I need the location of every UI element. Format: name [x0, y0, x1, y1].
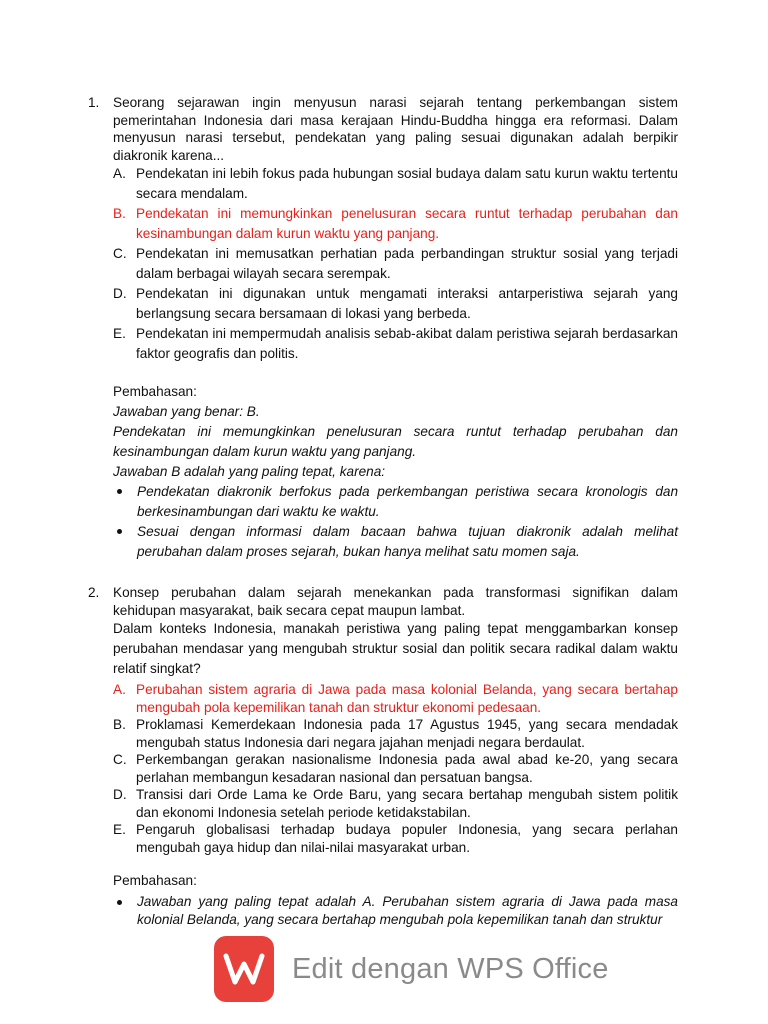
bullet-icon	[117, 529, 122, 534]
option-a: A. Pendekatan ini lebih fokus pada hubungan sosial budaya dalam satu kurun waktu tertentu secara mendalam.	[113, 166, 678, 201]
option-list	[88, 681, 678, 856]
option-c: C. Perkembangan gerakan nasionalisme Indonesia pada awal abad ke-20, yang secara perlahan membangun kesadaran nasional dan persatuan bangsa.	[113, 752, 678, 785]
option-d: D. Pendekatan ini digunakan untuk mengamati interaksi antarperistiwa sejarah yang berlangsung secara bersamaan di lokasi yang berbeda.	[113, 286, 678, 321]
discussion-title: Pembahasan:	[113, 384, 197, 399]
option-d: D. Transisi dari Orde Lama ke Orde Baru, yang secara bertahap mengubah sistem politik dan ekonomi Indonesia setelah periode ketidakstabilan.	[113, 787, 678, 820]
option-b-correct: B. Pendekatan ini memungkinkan penelusuran secara runtut terhadap perubahan dan kesinambungan dalam kurun waktu yang panjang.	[113, 206, 678, 241]
bullet-icon	[117, 489, 122, 494]
watermark-text[interactable]: Edit dengan WPS Office	[292, 952, 609, 985]
question-number: 1.	[88, 95, 100, 110]
discussion-2	[113, 872, 678, 929]
option-a-correct: A. Perubahan sistem agraria di Jawa pada masa kolonial Belanda, yang secara bertahap mengubah pola kepemilikan tanah dan struktur ekonomi pedesaan.	[113, 682, 678, 715]
wps-watermark[interactable]	[214, 936, 609, 1002]
correct-answer: Jawaban yang benar: B.	[113, 404, 260, 419]
discussion-title: Pembahasan:	[113, 873, 197, 888]
reason-bullet: Jawaban yang paling tepat adalah A. Perubahan sistem agraria di Jawa pada masa kolonial Belanda, yang secara bertahap mengubah pola kepemilikan tanah dan struktur	[113, 893, 678, 929]
question-1	[88, 94, 678, 364]
reason-bullet: Pendekatan diakronik berfokus pada perkembangan peristiwa secara kronologis dan berkesinambungan dari waktu ke waktu.	[113, 482, 678, 522]
wps-logo-icon[interactable]	[214, 936, 274, 1002]
question-number: 2.	[88, 585, 100, 600]
reason-bullet: Sesuai dengan informasi dalam bacaan bahwa tujuan diakronik adalah melihat perubahan dalam proses sejarah, bukan hanya melihat satu momen saja.	[113, 522, 678, 562]
option-list	[88, 164, 678, 364]
option-e: E. Pendekatan ini mempermudah analisis sebab-akibat dalam peristiwa sejarah berdasarkan faktor geografis dan politis.	[113, 326, 678, 361]
bullet-icon	[117, 900, 122, 905]
discussion-1	[113, 382, 678, 562]
question-text: Seorang sejarawan ingin menyusun narasi sejarah tentang perkembangan sistem pemerintahan Indonesia dari masa kerajaan Hindu-Buddha hingga era reformasi. Dalam menyusun narasi tersebut, pendekatan yang paling sesuai digunakan adalah berpikir diakronik karena...	[113, 95, 678, 163]
question-2	[88, 584, 678, 856]
reason-intro: Jawaban B adalah yang paling tepat, karena:	[113, 464, 386, 479]
question-text-2: Dalam konteks Indonesia, manakah peristiwa yang paling tepat menggambarkan konsep perubahan mendasar yang mengubah struktur sosial dan politik secara radikal dalam waktu relatif singkat?	[113, 621, 678, 676]
answer-restatement: Pendekatan ini memungkinkan penelusuran secara runtut terhadap perubahan dan kesinambungan dalam kurun waktu yang panjang.	[113, 424, 678, 459]
option-e: E. Pengaruh globalisasi terhadap budaya populer Indonesia, yang secara perlahan mengubah gaya hidup dan nilai-nilai masyarakat urban.	[113, 822, 678, 855]
question-text-1: Konsep perubahan dalam sejarah menekankan pada transformasi signifikan dalam kehidupan masyarakat, baik secara cepat maupun lambat.	[113, 585, 678, 618]
option-b: B. Proklamasi Kemerdekaan Indonesia pada 17 Agustus 1945, yang secara mendadak mengubah status Indonesia dari negara jajahan menjadi negara berdaulat.	[113, 717, 678, 750]
option-c: C. Pendekatan ini memusatkan perhatian pada perbandingan struktur sosial yang terjadi dalam berbagai wilayah secara serempak.	[113, 246, 678, 281]
